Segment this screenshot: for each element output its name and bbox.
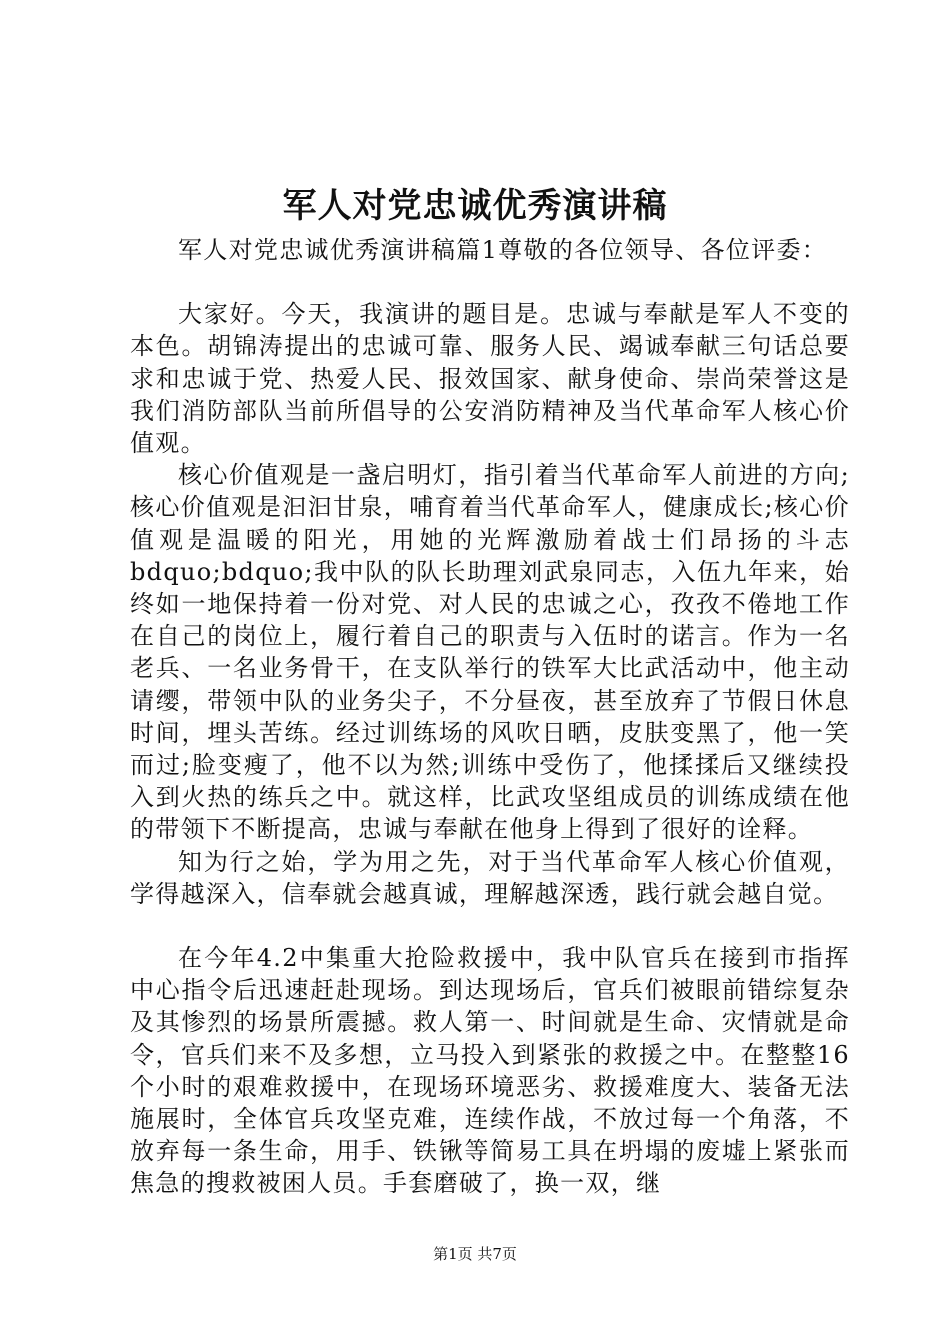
paragraph-core-values: 核心价值观是一盏启明灯，指引着当代革命军人前进的方向;核心价值观是汩汩甘泉，哺育着当代革命军人，健康成长;核心价值观是温暖的阳光，用她的光辉激励着战士们昂扬的斗志bdquo;bdquo;我中队的队长助理刘武泉同志，入伍九年来，始终如一地保持着一份对党、对人民的忠诚之心，孜孜不倦地工作在自己的岗位上，履行着自己的职责与入伍时的诺言。作为一名老兵、一名业务骨干，在支队举行的铁军大比武活动中，他主动请缨，带领中队的业务尖子，不分昼夜，甚至放弃了节假日休息时间，埋头苦练。经过训练场的风吹日晒，皮肤变黑了，他一笑而过;脸变瘦了，他不以为然;训练中受伤了，他揉揉后又继续投入到火热的练兵之中。就这样，比武攻坚组成员的训练成绩在他的带领下不断提高，忠诚与奉献在他身上得到了很好的诠释。 <box>130 461 850 844</box>
paragraph-study: 知为行之始，学为用之先，对于当代革命军人核心价值观，学得越深入，信奉就会越真诚，理解越深透，践行就会越自觉。 <box>130 847 850 908</box>
paragraph-rescue: 在今年4.2中集重大抢险救援中，我中队官兵在接到市指挥中心指令后迅速赶赴现场。到达现场后，官兵们被眼前错综复杂及其惨烈的场景所震撼。救人第一、时间就是生命、灾情就是命令，官兵们来不及多想，立马投入到紧张的救援之中。在整整16个小时的艰难救援中，在现场环境恶劣、救援难度大、装备无法施展时，全体官兵攻坚克难，连续作战，不放过每一个角落，不放弃每一条生命，用手、铁锹等简易工具在坍塌的废墟上紧张而焦急的搜救被困人员。手套磨破了，换一双，继 <box>130 944 850 1198</box>
paragraph-greeting: 军人对党忠诚优秀演讲稿篇1尊敬的各位领导、各位评委： <box>178 236 828 264</box>
page-number: 第1页 共7页 <box>433 1245 517 1263</box>
document-title: 军人对党忠诚优秀演讲稿 <box>282 186 668 226</box>
document-body <box>130 234 850 1200</box>
paragraph-opening: 大家好。今天，我演讲的题目是。忠诚与奉献是军人不变的本色。胡锦涛提出的忠诚可靠、服务人民、竭诚奉献三句话总要求和忠诚于党、热爱人民、报效国家、献身使命、崇尚荣誉这是我们消防部队当前所倡导的公安消防精神及当代革命军人核心价值观。 <box>130 300 850 458</box>
